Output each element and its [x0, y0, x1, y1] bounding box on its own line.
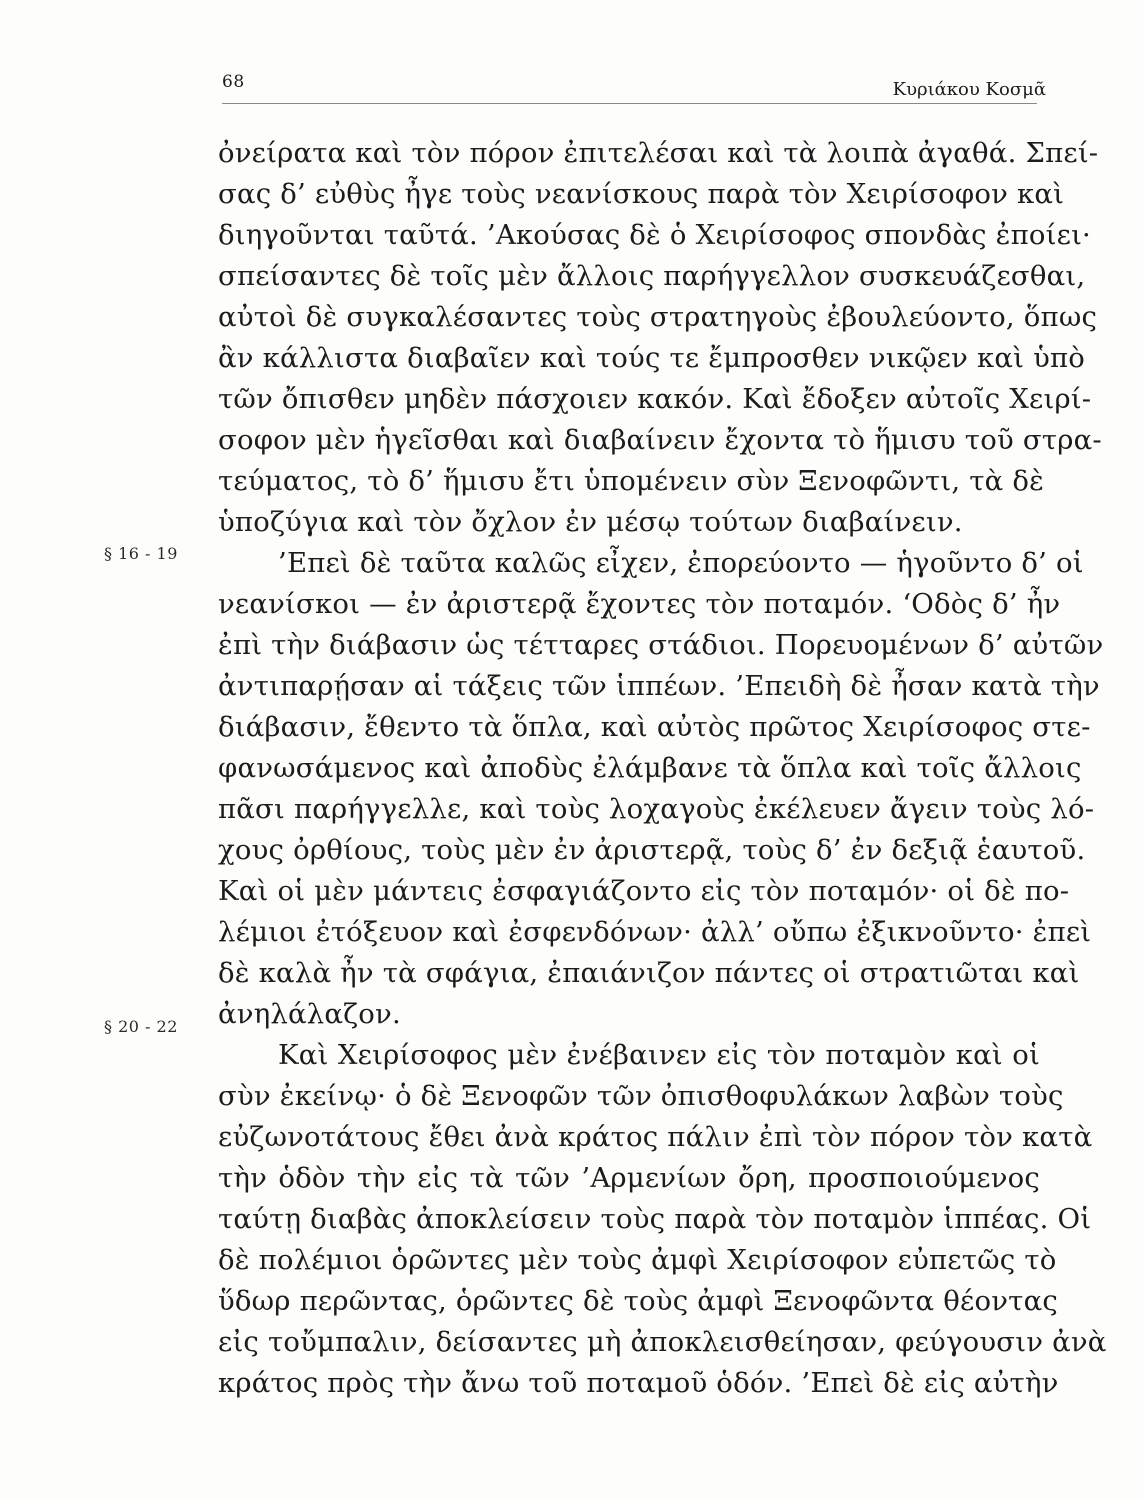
paragraph-first-line: Καὶ Χειρίσοφος μὲν ἐνέβαινεν εἰς τὸν ποταμὸν καὶ οἱ — [278, 1039, 1040, 1071]
text-line: δὲ καλὰ ἦν τὰ σφάγια, ἐπαιάνιζον πάντες οἱ στρατιῶται καὶ — [218, 957, 1080, 989]
text-line: σοφον μὲν ἡγεῖσθαι καὶ διαβαίνειν ἔχοντα τὸ ἥμισυ τοῦ στρα- — [218, 424, 1102, 456]
text-line: σὺν ἐκείνῳ· ὁ δὲ Ξενοφῶν τῶν ὀπισθοφυλάκων λαβὼν τοὺς — [218, 1080, 1064, 1112]
text-line: δὲ πολέμιοι ὁρῶντες μὲν τοὺς ἀμφὶ Χειρίσοφον εὐπετῶς τὸ — [218, 1244, 1057, 1276]
text-line: κράτος πρὸς τὴν ἄνω τοῦ ποταμοῦ ὁδόν. ’Επεὶ δὲ εἰς αὐτὴν — [218, 1367, 1059, 1399]
text-line: εἰς τοὔμπαλιν, δείσαντες μὴ ἀποκλεισθείησαν, φεύγουσιν ἀνὰ — [218, 1326, 1107, 1358]
text-line: πᾶσι παρήγγελλε, καὶ τοὺς λοχαγοὺς ἐκέλευεν ἄγειν τοὺς λό- — [218, 793, 1095, 825]
text-line: ὑποζύγια καὶ τὸν ὄχλον ἐν μέσῳ τούτων διαβαίνειν. — [218, 506, 963, 538]
text-line: φανωσάμενος καὶ ἀποδὺς ἐλάμβανε τὰ ὅπλα καὶ τοῖς ἄλλοις — [218, 752, 1082, 784]
marginal-note-section-20-22: § 20 - 22 — [104, 1017, 178, 1036]
text-line: τῶν ὄπισθεν μηδὲν πάσχοιεν κακόν. Καὶ ἔδοξεν αὐτοῖς Χειρί- — [218, 383, 1092, 415]
marginal-note-section-16-19: § 16 - 19 — [104, 544, 178, 563]
text-line: λέμιοι ἐτόξευον καὶ ἐσφενδόνων· ἀλλ’ οὔπω ἐξικνοῦντο· ἐπεὶ — [218, 916, 1092, 948]
text-line: διηγοῦνται ταῦτά. ’Ακούσας δὲ ὁ Χειρίσοφος σπονδὰς ἐποίει· — [218, 219, 1091, 251]
text-line: τεύματος, τὸ δ’ ἥμισυ ἔτι ὑπομένειν σὺν Ξενοφῶντι, τὰ δὲ — [218, 465, 1045, 497]
text-line: εὐζωνοτάτους ἔθει ἀνὰ κράτος πάλιν ἐπὶ τὸν πόρον τὸν κατὰ — [218, 1121, 1093, 1153]
text-line: ἀνηλάλαζον. — [218, 998, 401, 1030]
text-line: ὕδωρ περῶντας, ὁρῶντες δὲ τοὺς ἀμφὶ Ξενοφῶντα θέοντας — [218, 1285, 1058, 1317]
text-line: σπείσαντες δὲ τοῖς μὲν ἄλλοις παρήγγελλον συσκευάζεσθαι, — [218, 260, 1086, 292]
running-head: Κυριάκου Κοσμᾶ — [892, 79, 1046, 100]
header-rule — [222, 103, 1037, 104]
page-number: 68 — [222, 72, 245, 92]
text-line: ταύτῃ διαβὰς ἀποκλείσειν τοὺς παρὰ τὸν ποταμὸν ἱππέας. Οἱ — [218, 1203, 1092, 1235]
text-line: τὴν ὁδὸν τὴν εἰς τὰ τῶν ’Αρμενίων ὄρη, προσποιούμενος — [218, 1162, 1040, 1194]
text-line: σας δ’ εὐθὺς ἦγε τοὺς νεανίσκους παρὰ τὸν Χειρίσοφον καὶ — [218, 178, 1065, 210]
text-line: νεανίσκοι — ἐν ἀριστερᾷ ἔχοντες τὸν ποταμόν. ‘Οδὸς δ’ ἦν — [218, 588, 1061, 620]
text-line: ἂν κάλλιστα διαβαῖεν καὶ τούς τε ἔμπροσθεν νικῷεν καὶ ὑπὸ — [218, 342, 1086, 374]
paragraph-first-line: ’Επεὶ δὲ ταῦτα καλῶς εἶχεν, ἐπορεύοντο — ἡγοῦντο δ’ οἱ — [278, 547, 1084, 579]
text-line: ὀνείρατα καὶ τὸν πόρον ἐπιτελέσαι καὶ τὰ λοιπὰ ἀγαθά. Σπεί- — [218, 137, 1099, 169]
body-text — [218, 133, 1107, 1404]
text-line: ἐπὶ τὴν διάβασιν ὡς τέτταρες στάδιοι. Πορευομένων δ’ αὐτῶν — [218, 629, 1104, 661]
page-header — [222, 66, 1046, 106]
text-line: ἀντιπαρῄσαν αἱ τάξεις τῶν ἱππέων. ’Επειδὴ δὲ ἦσαν κατὰ τὴν — [218, 670, 1100, 702]
text-line: Καὶ οἱ μὲν μάντεις ἐσφαγιάζοντο εἰς τὸν ποταμόν· οἱ δὲ πο- — [218, 875, 1070, 907]
text-line: διάβασιν, ἔθεντο τὰ ὅπλα, καὶ αὐτὸς πρῶτος Χειρίσοφος στε- — [218, 711, 1091, 743]
text-line: χους ὀρθίους, τοὺς μὲν ἐν ἀριστερᾷ, τοὺς δ’ ἐν δεξιᾷ ἑαυτοῦ. — [218, 834, 1086, 866]
text-line: αὐτοὶ δὲ συγκαλέσαντες τοὺς στρατηγοὺς ἐβουλεύοντο, ὅπως — [218, 301, 1098, 333]
